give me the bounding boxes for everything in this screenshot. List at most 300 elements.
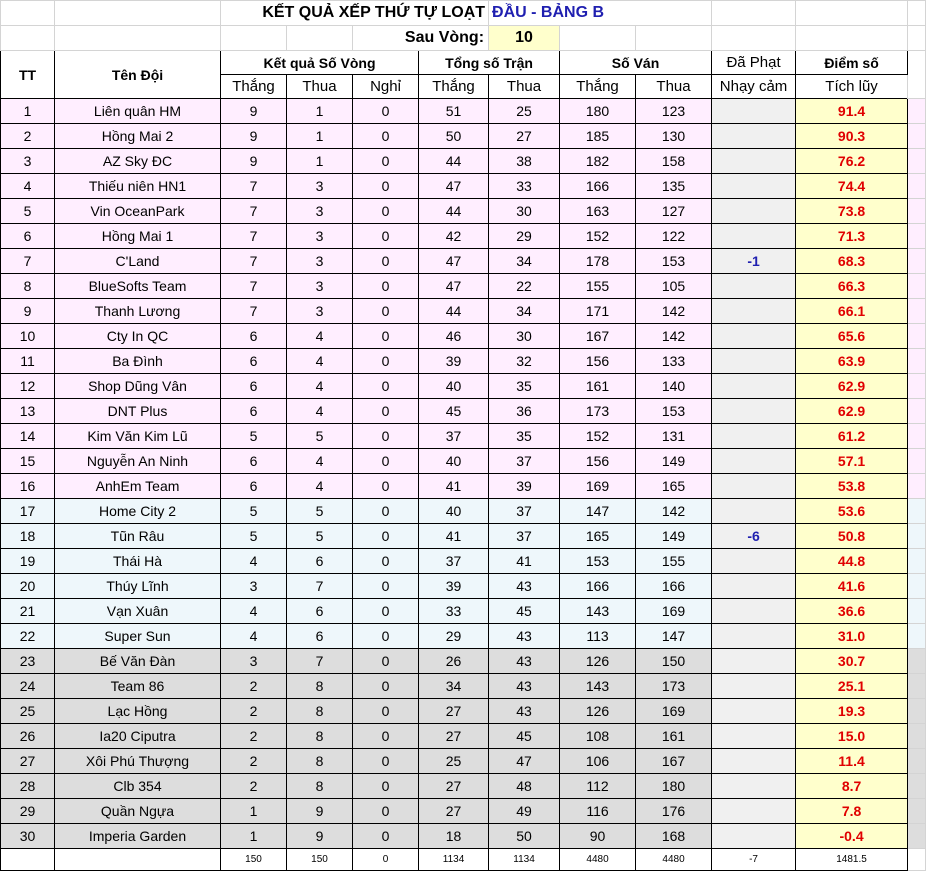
cell-round-win: 3 xyxy=(221,649,287,674)
cell-round-rest: 0 xyxy=(353,299,419,324)
cell-penalty xyxy=(712,674,796,699)
cell-team-name: Quần Ngựa xyxy=(55,799,221,824)
table-row xyxy=(1,624,926,649)
cell-rank: 17 xyxy=(1,499,55,524)
cell-rank: 20 xyxy=(1,574,55,599)
table-row xyxy=(1,524,926,549)
cell-round-win: 7 xyxy=(221,299,287,324)
cell-rank: 4 xyxy=(1,174,55,199)
cell-points: 53.6 xyxy=(796,499,908,524)
cell-rank: 12 xyxy=(1,374,55,399)
cell-game-loss: 153 xyxy=(636,399,712,424)
cell-game-loss: 161 xyxy=(636,724,712,749)
table-row xyxy=(1,274,926,299)
cell-round-loss: 4 xyxy=(287,399,353,424)
cell-points: 71.3 xyxy=(796,224,908,249)
cell-points: 74.4 xyxy=(796,174,908,199)
cell-game-win: 106 xyxy=(560,749,636,774)
cell-round-rest: 0 xyxy=(353,749,419,774)
cell-game-loss: 180 xyxy=(636,774,712,799)
cell-match-loss: 45 xyxy=(489,724,560,749)
cell-game-win: 173 xyxy=(560,399,636,424)
cell-game-win: 116 xyxy=(560,799,636,824)
cell-penalty xyxy=(712,799,796,824)
cell-game-loss: 155 xyxy=(636,549,712,574)
cell-rank: 8 xyxy=(1,274,55,299)
cell-round-win: 6 xyxy=(221,399,287,424)
cell-penalty xyxy=(712,699,796,724)
cell-game-loss: 142 xyxy=(636,499,712,524)
cell-round-win: 6 xyxy=(221,374,287,399)
cell-game-win: 153 xyxy=(560,549,636,574)
cell-match-loss: 33 xyxy=(489,174,560,199)
table-row xyxy=(1,299,926,324)
cell-rank: 19 xyxy=(1,549,55,574)
cell-game-win: 167 xyxy=(560,324,636,349)
cell-match-loss: 37 xyxy=(489,499,560,524)
cell-rank: 5 xyxy=(1,199,55,224)
cell-game-loss: 130 xyxy=(636,124,712,149)
cell-round-loss: 4 xyxy=(287,374,353,399)
cell-match-loss: 29 xyxy=(489,224,560,249)
cell-match-loss: 35 xyxy=(489,424,560,449)
cell-match-win: 39 xyxy=(419,349,489,374)
table-row xyxy=(1,399,926,424)
cell-round-win: 7 xyxy=(221,224,287,249)
table-row xyxy=(1,249,926,274)
cell-game-win: 108 xyxy=(560,724,636,749)
cell-rank: 18 xyxy=(1,524,55,549)
table-row xyxy=(1,374,926,399)
cell-game-loss: 149 xyxy=(636,449,712,474)
cell-game-win: 143 xyxy=(560,674,636,699)
cell-points: 66.3 xyxy=(796,274,908,299)
cell-match-loss: 27 xyxy=(489,124,560,149)
cell-penalty xyxy=(712,449,796,474)
cell-round-rest: 0 xyxy=(353,649,419,674)
total-mw: 1134 xyxy=(419,849,489,871)
cell-penalty xyxy=(712,599,796,624)
total-rr: 0 xyxy=(353,849,419,871)
cell-match-win: 47 xyxy=(419,174,489,199)
table-row xyxy=(1,649,926,674)
cell-game-win: 155 xyxy=(560,274,636,299)
cell-game-win: 161 xyxy=(560,374,636,399)
cell-team-name: Thúy Lĩnh xyxy=(55,574,221,599)
cell-match-loss: 50 xyxy=(489,824,560,849)
cell-points: 65.6 xyxy=(796,324,908,349)
cell-match-loss: 32 xyxy=(489,349,560,374)
cell-round-win: 1 xyxy=(221,799,287,824)
cell-points: 15.0 xyxy=(796,724,908,749)
cell-game-loss: 166 xyxy=(636,574,712,599)
cell-penalty xyxy=(712,624,796,649)
cell-game-win: 147 xyxy=(560,499,636,524)
cell-match-loss: 43 xyxy=(489,624,560,649)
cell-rank: 15 xyxy=(1,449,55,474)
table-row xyxy=(1,674,926,699)
table-row xyxy=(1,499,926,524)
cell-penalty xyxy=(712,824,796,849)
cell-game-loss: 168 xyxy=(636,824,712,849)
cell-round-loss: 6 xyxy=(287,549,353,574)
cell-match-win: 44 xyxy=(419,299,489,324)
cell-round-win: 1 xyxy=(221,824,287,849)
cell-round-rest: 0 xyxy=(353,699,419,724)
cell-game-loss: 140 xyxy=(636,374,712,399)
cell-game-win: 113 xyxy=(560,624,636,649)
cell-match-win: 47 xyxy=(419,274,489,299)
cell-team-name: DNT Plus xyxy=(55,399,221,424)
cell-round-rest: 0 xyxy=(353,99,419,124)
cell-rank: 7 xyxy=(1,249,55,274)
cell-round-rest: 0 xyxy=(353,124,419,149)
cell-team-name: Hồng Mai 1 xyxy=(55,224,221,249)
total-rl: 150 xyxy=(287,849,353,871)
cell-team-name: AnhEm Team xyxy=(55,474,221,499)
cell-points: 76.2 xyxy=(796,149,908,174)
cell-round-loss: 5 xyxy=(287,424,353,449)
cell-team-name: Thái Hà xyxy=(55,549,221,574)
cell-round-loss: 3 xyxy=(287,224,353,249)
cell-penalty xyxy=(712,299,796,324)
table-row xyxy=(1,199,926,224)
table-row xyxy=(1,699,926,724)
cell-round-loss: 8 xyxy=(287,699,353,724)
cell-match-win: 51 xyxy=(419,99,489,124)
header-points: Điểm số xyxy=(796,51,908,75)
header-team: Tên Đội xyxy=(55,51,221,99)
table-row xyxy=(1,599,926,624)
header-round-loss: Thua xyxy=(287,75,353,99)
cell-round-loss: 3 xyxy=(287,299,353,324)
cell-game-win: 156 xyxy=(560,349,636,374)
cell-game-win: 90 xyxy=(560,824,636,849)
cell-points: 8.7 xyxy=(796,774,908,799)
cell-round-win: 7 xyxy=(221,274,287,299)
cell-game-loss: 142 xyxy=(636,299,712,324)
cell-team-name: Clb 354 xyxy=(55,774,221,799)
cell-game-loss: 176 xyxy=(636,799,712,824)
cell-team-name: Bế Văn Đàn xyxy=(55,649,221,674)
cell-round-rest: 0 xyxy=(353,174,419,199)
cell-round-rest: 0 xyxy=(353,599,419,624)
cell-round-loss: 4 xyxy=(287,349,353,374)
cell-match-win: 39 xyxy=(419,574,489,599)
cell-game-loss: 123 xyxy=(636,99,712,124)
cell-round-loss: 8 xyxy=(287,774,353,799)
cell-round-win: 5 xyxy=(221,524,287,549)
cell-rank: 25 xyxy=(1,699,55,724)
cell-match-win: 40 xyxy=(419,499,489,524)
cell-game-win: 166 xyxy=(560,574,636,599)
cell-game-win: 152 xyxy=(560,424,636,449)
table-row xyxy=(1,174,926,199)
cell-penalty xyxy=(712,549,796,574)
cell-round-loss: 5 xyxy=(287,499,353,524)
cell-round-loss: 6 xyxy=(287,599,353,624)
table-row xyxy=(1,324,926,349)
cell-match-loss: 34 xyxy=(489,249,560,274)
cell-match-loss: 39 xyxy=(489,474,560,499)
cell-penalty xyxy=(712,99,796,124)
cell-round-rest: 0 xyxy=(353,799,419,824)
cell-match-win: 40 xyxy=(419,449,489,474)
cell-team-name: C'Land xyxy=(55,249,221,274)
cell-round-loss: 3 xyxy=(287,249,353,274)
cell-match-loss: 43 xyxy=(489,649,560,674)
cell-points: 91.4 xyxy=(796,99,908,124)
cell-game-win: 185 xyxy=(560,124,636,149)
cell-round-win: 2 xyxy=(221,749,287,774)
cell-game-loss: 169 xyxy=(636,699,712,724)
cell-match-win: 41 xyxy=(419,524,489,549)
cell-round-rest: 0 xyxy=(353,624,419,649)
cell-game-loss: 127 xyxy=(636,199,712,224)
cell-round-rest: 0 xyxy=(353,574,419,599)
cell-team-name: Team 86 xyxy=(55,674,221,699)
cell-round-loss: 4 xyxy=(287,474,353,499)
cell-round-rest: 0 xyxy=(353,549,419,574)
cell-game-win: 169 xyxy=(560,474,636,499)
table-row xyxy=(1,824,926,849)
cell-rank: 30 xyxy=(1,824,55,849)
cell-round-loss: 8 xyxy=(287,674,353,699)
cell-match-win: 27 xyxy=(419,724,489,749)
cell-rank: 13 xyxy=(1,399,55,424)
cell-match-win: 45 xyxy=(419,399,489,424)
cell-round-win: 4 xyxy=(221,624,287,649)
table-row xyxy=(1,749,926,774)
total-pen: -7 xyxy=(712,849,796,871)
header-games: Số Ván xyxy=(560,51,712,75)
cell-penalty: -6 xyxy=(712,524,796,549)
round-label: Sau Vòng: xyxy=(353,26,489,51)
cell-round-loss: 9 xyxy=(287,799,353,824)
cell-rank: 2 xyxy=(1,124,55,149)
cell-round-rest: 0 xyxy=(353,324,419,349)
cell-match-win: 29 xyxy=(419,624,489,649)
cell-penalty: -1 xyxy=(712,249,796,274)
header-rounds: Kết quả Số Vòng xyxy=(221,51,419,75)
totals-row xyxy=(1,849,926,871)
cell-penalty xyxy=(712,349,796,374)
cell-match-loss: 48 xyxy=(489,774,560,799)
cell-round-loss: 4 xyxy=(287,449,353,474)
cell-team-name: Nguyễn An Ninh xyxy=(55,449,221,474)
cell-match-win: 46 xyxy=(419,324,489,349)
cell-match-win: 47 xyxy=(419,249,489,274)
total-gw: 4480 xyxy=(560,849,636,871)
table-row xyxy=(1,99,926,124)
cell-rank: 14 xyxy=(1,424,55,449)
cell-round-rest: 0 xyxy=(353,774,419,799)
cell-team-name: BlueSofts Team xyxy=(55,274,221,299)
cell-round-win: 9 xyxy=(221,149,287,174)
cell-match-win: 27 xyxy=(419,699,489,724)
cell-match-loss: 22 xyxy=(489,274,560,299)
cell-round-win: 2 xyxy=(221,699,287,724)
header-tt: TT xyxy=(1,51,55,99)
page-title-group: ĐẦU - BẢNG B xyxy=(489,1,712,26)
cell-points: 19.3 xyxy=(796,699,908,724)
cell-round-loss: 9 xyxy=(287,824,353,849)
cell-round-loss: 1 xyxy=(287,99,353,124)
header-points-sub: Tích lũy xyxy=(796,75,908,99)
cell-penalty xyxy=(712,399,796,424)
cell-team-name: Tũn Râu xyxy=(55,524,221,549)
cell-round-loss: 7 xyxy=(287,649,353,674)
cell-match-loss: 45 xyxy=(489,599,560,624)
cell-game-win: 143 xyxy=(560,599,636,624)
cell-round-win: 6 xyxy=(221,449,287,474)
cell-match-win: 26 xyxy=(419,649,489,674)
cell-match-loss: 43 xyxy=(489,674,560,699)
cell-points: 90.3 xyxy=(796,124,908,149)
cell-round-rest: 0 xyxy=(353,249,419,274)
cell-game-win: 165 xyxy=(560,524,636,549)
cell-match-win: 37 xyxy=(419,424,489,449)
cell-game-loss: 135 xyxy=(636,174,712,199)
cell-team-name: Hồng Mai 2 xyxy=(55,124,221,149)
cell-match-loss: 34 xyxy=(489,299,560,324)
cell-round-win: 2 xyxy=(221,724,287,749)
cell-match-loss: 47 xyxy=(489,749,560,774)
cell-match-win: 44 xyxy=(419,149,489,174)
header-penalty-sub: Nhạy cảm xyxy=(712,75,796,99)
header-round-rest: Nghỉ xyxy=(353,75,419,99)
total-pts: 1481.5 xyxy=(796,849,908,871)
round-value: 10 xyxy=(489,26,560,51)
cell-game-loss: 133 xyxy=(636,349,712,374)
total-ml: 1134 xyxy=(489,849,560,871)
cell-penalty xyxy=(712,474,796,499)
cell-game-loss: 153 xyxy=(636,249,712,274)
page-title: KẾT QUẢ XẾP THỨ TỰ LOẠT xyxy=(221,1,489,26)
cell-game-loss: 142 xyxy=(636,324,712,349)
cell-points: 62.9 xyxy=(796,399,908,424)
header-matches: Tổng số Trận xyxy=(419,51,560,75)
cell-points: 50.8 xyxy=(796,524,908,549)
cell-team-name: Cty In QC xyxy=(55,324,221,349)
cell-match-loss: 25 xyxy=(489,99,560,124)
cell-round-rest: 0 xyxy=(353,399,419,424)
cell-round-rest: 0 xyxy=(353,199,419,224)
cell-game-loss: 167 xyxy=(636,749,712,774)
cell-penalty xyxy=(712,374,796,399)
cell-team-name: Thiếu niên HN1 xyxy=(55,174,221,199)
cell-rank: 6 xyxy=(1,224,55,249)
cell-points: 31.0 xyxy=(796,624,908,649)
cell-penalty xyxy=(712,224,796,249)
cell-round-win: 9 xyxy=(221,99,287,124)
cell-game-loss: 165 xyxy=(636,474,712,499)
table-row xyxy=(1,124,926,149)
cell-game-win: 126 xyxy=(560,649,636,674)
cell-rank: 24 xyxy=(1,674,55,699)
cell-rank: 29 xyxy=(1,799,55,824)
cell-game-loss: 105 xyxy=(636,274,712,299)
cell-points: 30.7 xyxy=(796,649,908,674)
cell-match-win: 44 xyxy=(419,199,489,224)
cell-rank: 23 xyxy=(1,649,55,674)
total-rw: 150 xyxy=(221,849,287,871)
cell-round-loss: 8 xyxy=(287,724,353,749)
cell-match-loss: 43 xyxy=(489,574,560,599)
cell-points: 44.8 xyxy=(796,549,908,574)
cell-penalty xyxy=(712,274,796,299)
cell-penalty xyxy=(712,149,796,174)
cell-round-loss: 3 xyxy=(287,274,353,299)
cell-team-name: Lạc Hồng xyxy=(55,699,221,724)
cell-game-win: 171 xyxy=(560,299,636,324)
table-row xyxy=(1,774,926,799)
cell-match-win: 27 xyxy=(419,799,489,824)
cell-match-loss: 37 xyxy=(489,524,560,549)
table-row xyxy=(1,474,926,499)
cell-match-loss: 49 xyxy=(489,799,560,824)
cell-rank: 9 xyxy=(1,299,55,324)
cell-match-loss: 36 xyxy=(489,399,560,424)
cell-penalty xyxy=(712,199,796,224)
header-match-loss: Thua xyxy=(489,75,560,99)
cell-game-win: 152 xyxy=(560,224,636,249)
cell-round-rest: 0 xyxy=(353,474,419,499)
cell-match-win: 33 xyxy=(419,599,489,624)
table-row xyxy=(1,449,926,474)
header-match-win: Thắng xyxy=(419,75,489,99)
cell-penalty xyxy=(712,724,796,749)
cell-round-loss: 1 xyxy=(287,124,353,149)
cell-game-loss: 122 xyxy=(636,224,712,249)
cell-penalty xyxy=(712,174,796,199)
cell-penalty xyxy=(712,424,796,449)
cell-rank: 16 xyxy=(1,474,55,499)
cell-rank: 3 xyxy=(1,149,55,174)
cell-rank: 10 xyxy=(1,324,55,349)
header-row-1 xyxy=(1,51,926,75)
cell-round-win: 6 xyxy=(221,349,287,374)
cell-game-win: 178 xyxy=(560,249,636,274)
cell-penalty xyxy=(712,574,796,599)
cell-rank: 27 xyxy=(1,749,55,774)
cell-round-win: 7 xyxy=(221,249,287,274)
cell-game-loss: 150 xyxy=(636,649,712,674)
cell-points: 63.9 xyxy=(796,349,908,374)
cell-team-name: Kim Văn Kim Lũ xyxy=(55,424,221,449)
table-row xyxy=(1,799,926,824)
cell-points: 62.9 xyxy=(796,374,908,399)
cell-game-loss: 147 xyxy=(636,624,712,649)
cell-round-win: 6 xyxy=(221,474,287,499)
table-row xyxy=(1,549,926,574)
cell-match-loss: 38 xyxy=(489,149,560,174)
cell-round-loss: 8 xyxy=(287,749,353,774)
cell-points: 68.3 xyxy=(796,249,908,274)
cell-rank: 11 xyxy=(1,349,55,374)
cell-round-rest: 0 xyxy=(353,524,419,549)
round-row xyxy=(1,26,926,51)
cell-round-win: 2 xyxy=(221,674,287,699)
cell-match-win: 34 xyxy=(419,674,489,699)
cell-rank: 1 xyxy=(1,99,55,124)
cell-game-win: 182 xyxy=(560,149,636,174)
table-row xyxy=(1,149,926,174)
table-row xyxy=(1,574,926,599)
cell-round-win: 4 xyxy=(221,599,287,624)
cell-points: 73.8 xyxy=(796,199,908,224)
cell-match-win: 27 xyxy=(419,774,489,799)
